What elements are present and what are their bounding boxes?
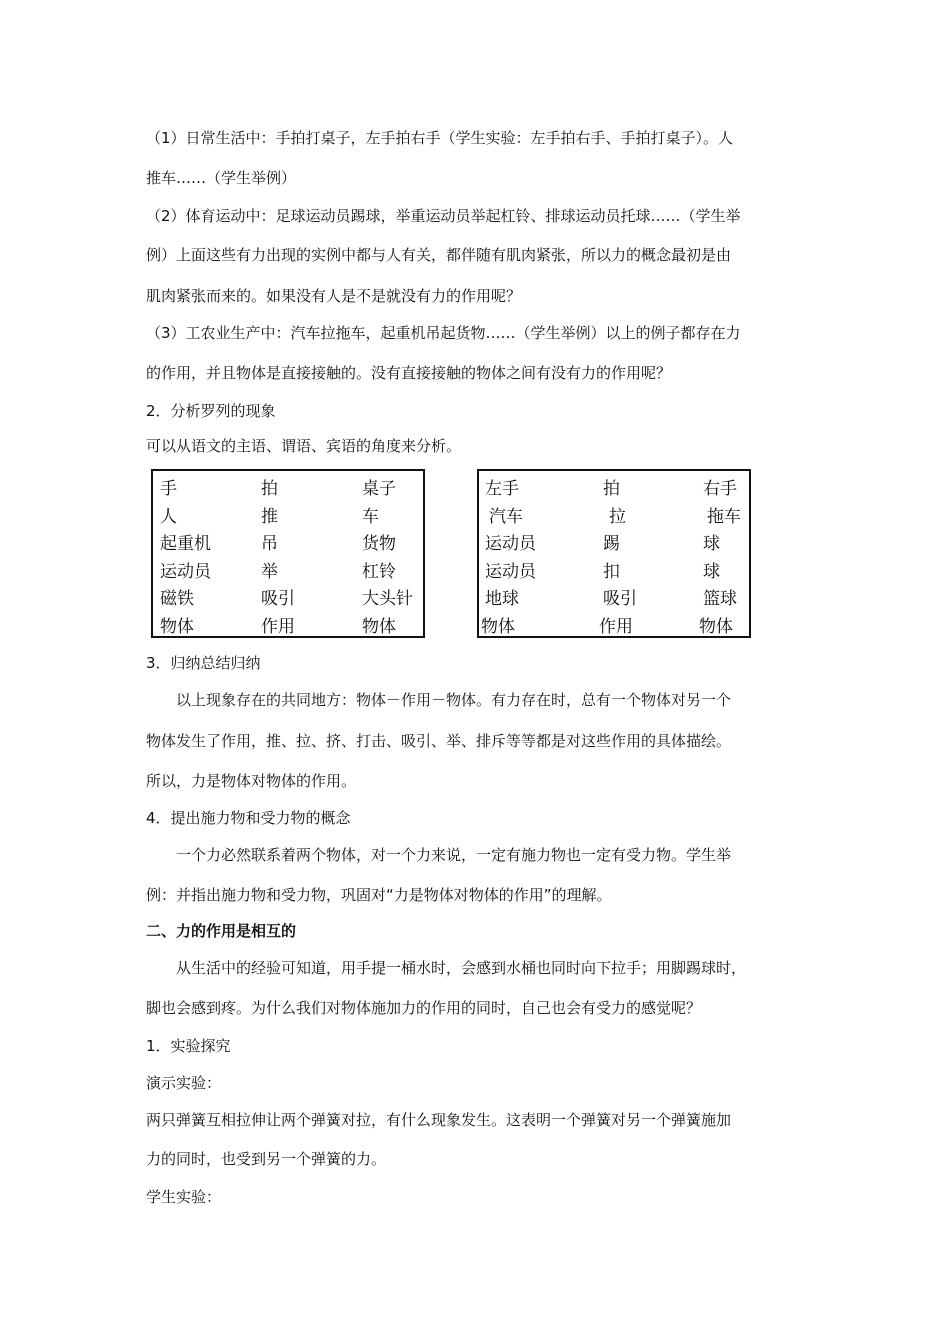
table-cell: 吊 [261,534,278,554]
table-cell: 拍 [603,479,620,499]
label-student-experiment: 学生实验： [146,1188,222,1206]
table-row [479,526,749,554]
paragraph-common-line3: 所以，力是物体对物体的作用。 [146,772,357,790]
table-cell: 物体 [481,616,515,637]
paragraph-sports-line3: 肌肉紧张而来的。如果没有人是不是就没有力的作用呢？ [146,287,522,305]
table-row [479,609,749,637]
table-cell: 物体 [699,616,733,637]
table-row [153,526,423,554]
paragraph-daily-life-line2: 推车……（学生举例） [146,169,297,187]
table-cell: 拖车 [707,506,741,527]
table-row [479,581,749,609]
paragraph-common-line1: 以上现象存在的共同地方：物体－作用－物体。有力存在时，总有一个物体对另一个 [176,691,732,709]
table-cell: 物体 [362,616,396,637]
paragraph-daily-life-line1: （1）日常生活中：手拍打桌子，左手拍右手（学生实验：左手拍右手、手拍打桌子）。人 [146,129,734,147]
table-cell: 地球 [485,589,519,609]
table-cell: 运动员 [485,561,536,582]
paragraph-concept-line1: 一个力必然联系着两个物体，对一个力来说，一定有施力物也一定有受力物。学生举 [176,846,732,864]
section-heading-mutual-force: 二、力的作用是相互的 [146,922,297,940]
paragraph-sports-line2: 例）上面这些有力出现的实例中都与人有关，都伴随有肌肉紧张，所以力的概念最初是由 [146,246,732,264]
heading-concept: 4．提出施力物和受力物的概念 [146,809,351,827]
table-cell: 汽车 [489,506,523,527]
paragraph-experience-line2: 脚也会感到疼。为什么我们对物体施加力的作用的同时，自己也会有受力的感觉呢？ [146,999,702,1017]
paragraph-spring-line2: 力的同时，也受到另一个弹簧的力。 [146,1150,387,1168]
paragraph-industry-line2: 的作用，并且物体是直接接触的。没有直接接触的物体之间有没有力的作用呢？ [146,364,672,382]
table-cell: 吸引 [261,589,295,609]
heading-analyze: 2．分析罗列的现象 [146,402,276,420]
table-cell: 运动员 [160,561,211,582]
table-cell: 货物 [362,534,396,554]
table-cell: 拉 [609,506,626,527]
table-row [153,554,423,582]
heading-summarize: 3．归纳总结归纳 [146,654,261,672]
table-cell: 吸引 [603,589,637,609]
table-cell: 人 [160,506,177,527]
table-cell: 起重机 [160,534,211,554]
paragraph-sports-line1: （2）体育运动中：足球运动员踢球，举重运动员举起杠铃、排球运动员托球……（学生举 [146,207,741,225]
table-cell: 运动员 [485,534,536,554]
table-cell: 车 [362,506,379,527]
table-row [153,499,423,527]
paragraph-spring-line1: 两只弹簧互相拉伸让两个弹簧对拉，有什么现象发生。这表明一个弹簧对另一个弹簧施加 [146,1111,732,1129]
table-cell: 扣 [603,561,620,582]
paragraph-grammar-angle: 可以从语文的主语、谓语、宾语的角度来分析。 [146,437,462,455]
table-row [479,471,749,499]
label-demo-experiment: 演示实验： [146,1074,222,1092]
table-cell: 桌子 [362,479,396,499]
table-cell: 手 [160,479,177,499]
table-row [479,499,749,527]
table-cell: 左手 [485,479,519,499]
table-cell: 踢 [603,534,620,554]
table-row [153,609,423,637]
paragraph-concept-line2: 例：并指出施力物和受力物，巩固对“力是物体对物体的作用”的理解。 [146,886,612,904]
paragraph-industry-line1: （3）工农业生产中：汽车拉拖车，起重机吊起货物……（学生举例）以上的例子都存在力 [146,324,741,342]
table-cell: 推 [261,506,278,527]
paragraph-common-line2: 物体发生了作用，推、拉、挤、打击、吸引、举、排斥等等都是对这些作用的具体描绘。 [146,732,732,750]
table-cell: 拍 [261,479,278,499]
heading-experiment: 1．实验探究 [146,1037,231,1055]
table-cell: 右手 [703,479,737,499]
table-cell: 篮球 [703,589,737,609]
phenomena-table-left [151,469,425,638]
table-cell: 作用 [599,616,633,637]
table-cell: 球 [703,534,720,554]
table-row [153,581,423,609]
table-cell: 大头针 [362,589,413,609]
table-row [479,554,749,582]
table-cell: 杠铃 [362,561,396,582]
table-cell: 磁铁 [160,589,194,609]
table-cell: 物体 [160,616,194,637]
phenomena-table-right [477,469,751,638]
table-cell: 举 [261,561,278,582]
paragraph-experience-line1: 从生活中的经验可知道，用手提一桶水时，会感到水桶也同时向下拉手；用脚踢球时， [176,959,747,977]
table-row [153,471,423,499]
table-cell: 球 [703,561,720,582]
table-cell: 作用 [261,616,295,637]
